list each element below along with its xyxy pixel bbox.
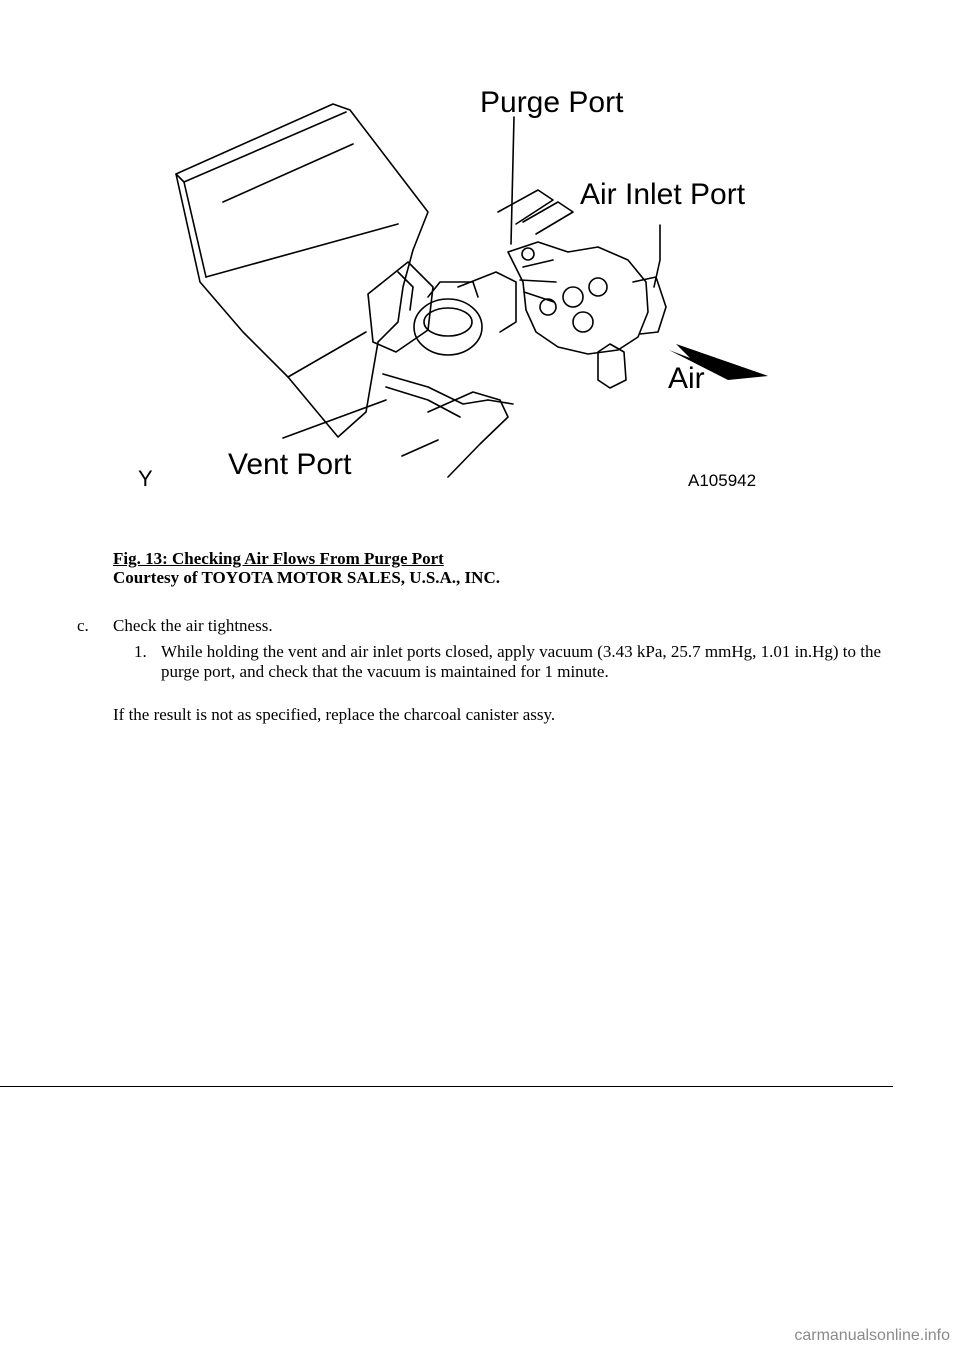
canister-body xyxy=(176,104,428,437)
vent-pipe xyxy=(383,374,488,417)
result-note: If the result is not as specified, replace the charcoal canister assy. xyxy=(113,705,556,724)
step-c-text: Check the air tightness. xyxy=(113,616,273,635)
watermark: carmanualsonline.info xyxy=(794,1327,950,1344)
finger xyxy=(428,392,513,477)
step-c-1-text: While holding the vent and air inlet ports closed, apply vacuum (3.43 kPa, 25.7 mmHg, 1.01 in.Hg) to the purge port, and check that the vacuum is maintained for 1 minute. xyxy=(161,642,882,681)
figure-title[interactable]: Fig. 13: Checking Air Flows From Purge Port xyxy=(113,549,444,568)
charcoal-canister-diagram xyxy=(128,82,788,492)
page-divider xyxy=(0,1086,893,1087)
label-figure-code: A105942 xyxy=(688,471,757,490)
figure-illustration xyxy=(128,82,788,492)
step-c-marker: c. xyxy=(77,616,89,635)
label-view-mark: Y xyxy=(138,466,153,491)
label-air-inlet-port: Air Inlet Port xyxy=(580,178,746,211)
step-c xyxy=(77,616,273,636)
step-c-1 xyxy=(134,642,894,682)
purge-assembly xyxy=(508,242,648,354)
figure-credit: Courtesy of TOYOTA MOTOR SALES, U.S.A., INC. xyxy=(113,568,500,587)
step-c-1-marker: 1. xyxy=(134,642,147,661)
label-vent-port: Vent Port xyxy=(228,448,352,481)
figure-caption xyxy=(113,549,500,587)
label-air: Air xyxy=(668,362,705,395)
label-purge-port: Purge Port xyxy=(480,86,624,119)
